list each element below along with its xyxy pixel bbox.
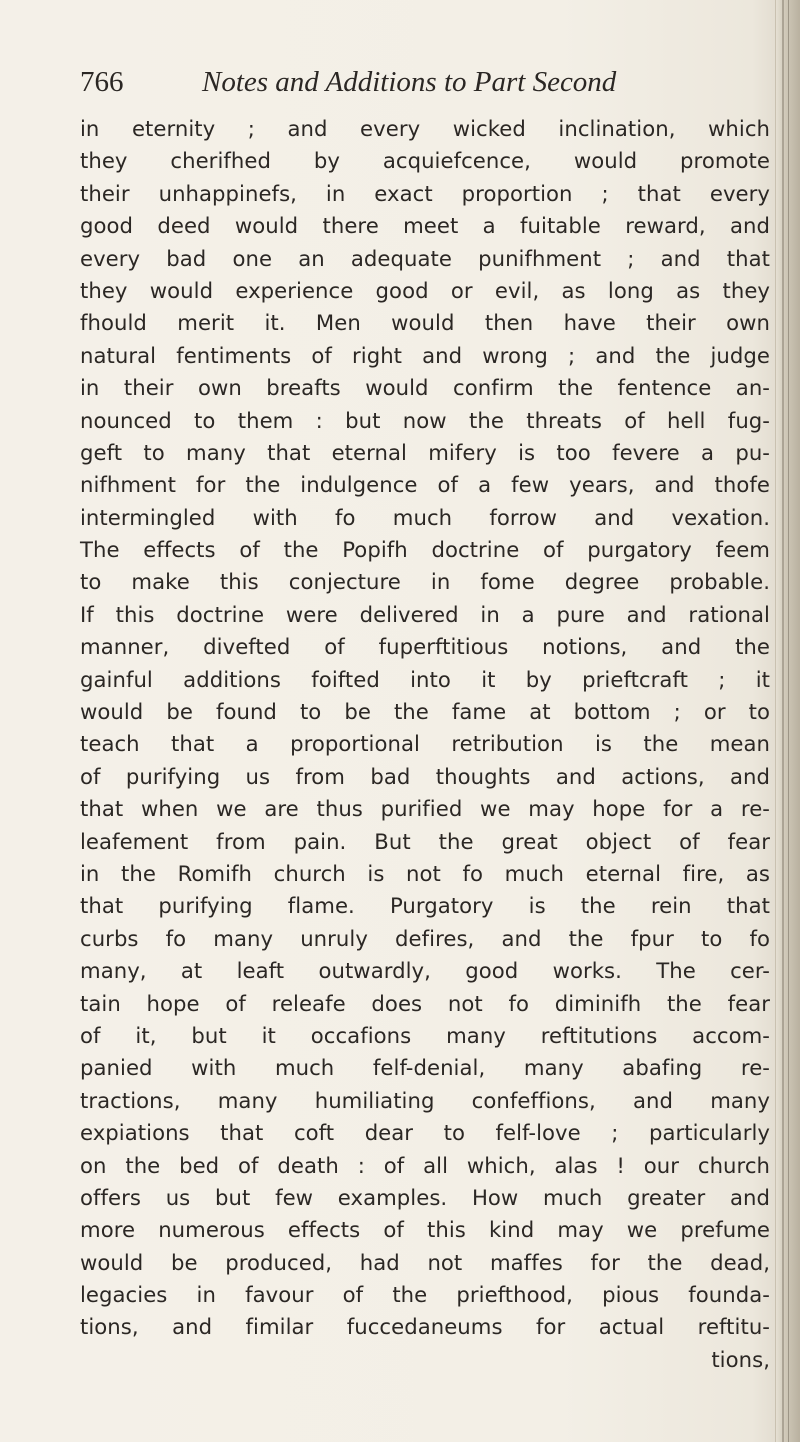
text-line: leafement from pain. But the great object of fear bbox=[80, 828, 770, 854]
text-line: fhould merit it. Men would then have their own bbox=[80, 310, 770, 336]
text-line: that when we are thus purified we may hope for a re- bbox=[80, 796, 770, 822]
text-line: expiations that coft dear to felf-love ; particularly bbox=[80, 1120, 770, 1146]
text-line: of purifying us from bad thoughts and actions, and bbox=[80, 763, 770, 789]
text-line: tions, and fimilar fuccedaneums for actual reftitu- bbox=[80, 1314, 770, 1340]
text-line: many, at leaft outwardly, good works. The cer- bbox=[80, 958, 770, 984]
text-line: nifhment for the indulgence of a few years, and thofe bbox=[80, 472, 770, 498]
text-line: their unhappinefs, in exact proportion ; that every bbox=[80, 180, 770, 206]
text-line: gainful additions foifted into it by prieftcraft ; it bbox=[80, 666, 770, 692]
text-line: nounced to them : but now the threats of hell fug- bbox=[80, 407, 770, 433]
text-line: If this doctrine were delivered in a pure and rational bbox=[80, 601, 770, 627]
text-line: manner, divefted of fuperftitious notions, and the bbox=[80, 634, 770, 660]
text-line: more numerous effects of this kind may we prefume bbox=[80, 1217, 770, 1243]
text-line: natural fentiments of right and wrong ; and the judge bbox=[80, 342, 770, 368]
text-line: tions, bbox=[711, 1346, 770, 1372]
text-line: they cherifhed by acquiefcence, would promote bbox=[80, 148, 770, 174]
text-line: they would experience good or evil, as long as they bbox=[80, 277, 770, 303]
text-line: would be found to be the fame at bottom ; or to bbox=[80, 699, 770, 725]
text-line: teach that a proportional retribution is the mean bbox=[80, 731, 770, 757]
text-line: tractions, many humiliating confeffions, and many bbox=[80, 1087, 770, 1113]
text-line: The effects of the Popifh doctrine of purgatory feem bbox=[80, 537, 770, 563]
text-line: in the Romifh church is not fo much eternal fire, as bbox=[80, 860, 770, 886]
text-line: that purifying flame. Purgatory is the rein that bbox=[80, 893, 770, 919]
text-line: in eternity ; and every wicked inclination, which bbox=[80, 116, 770, 141]
text-line: in their own breafts would confirm the fentence an- bbox=[80, 375, 770, 401]
text-line: geft to many that eternal mifery is too fevere a pu- bbox=[80, 439, 770, 465]
text-line: intermingled with fo much forrow and vexation. bbox=[80, 504, 770, 530]
page-number: 766 bbox=[80, 66, 124, 98]
text-line: offers us but few examples. How much greater and bbox=[80, 1184, 770, 1210]
text-line: to make this conjecture in fome degree probable. bbox=[80, 569, 770, 595]
page-header bbox=[80, 62, 770, 102]
text-line: of it, but it occafions many reftitutions accom- bbox=[80, 1022, 770, 1048]
running-head: Notes and Additions to Part Second bbox=[202, 66, 617, 98]
text-line: tain hope of releafe does not fo diminifh the fear bbox=[80, 990, 770, 1016]
text-line: would be produced, had not maffes for the dead, bbox=[80, 1249, 770, 1275]
text-line: every bad one an adequate punifhment ; and that bbox=[80, 245, 770, 271]
page-edge bbox=[775, 0, 800, 1442]
text-line: legacies in favour of the priefthood, pious founda- bbox=[80, 1282, 770, 1308]
text-line: on the bed of death : of all which, alas ! our church bbox=[80, 1152, 770, 1178]
text-line: good deed would there meet a fuitable reward, and bbox=[80, 213, 770, 239]
text-line: panied with much felf-denial, many abafing re- bbox=[80, 1055, 770, 1081]
text-line: curbs fo many unruly defires, and the fpur to fo bbox=[80, 925, 770, 951]
body-text bbox=[80, 113, 770, 1376]
